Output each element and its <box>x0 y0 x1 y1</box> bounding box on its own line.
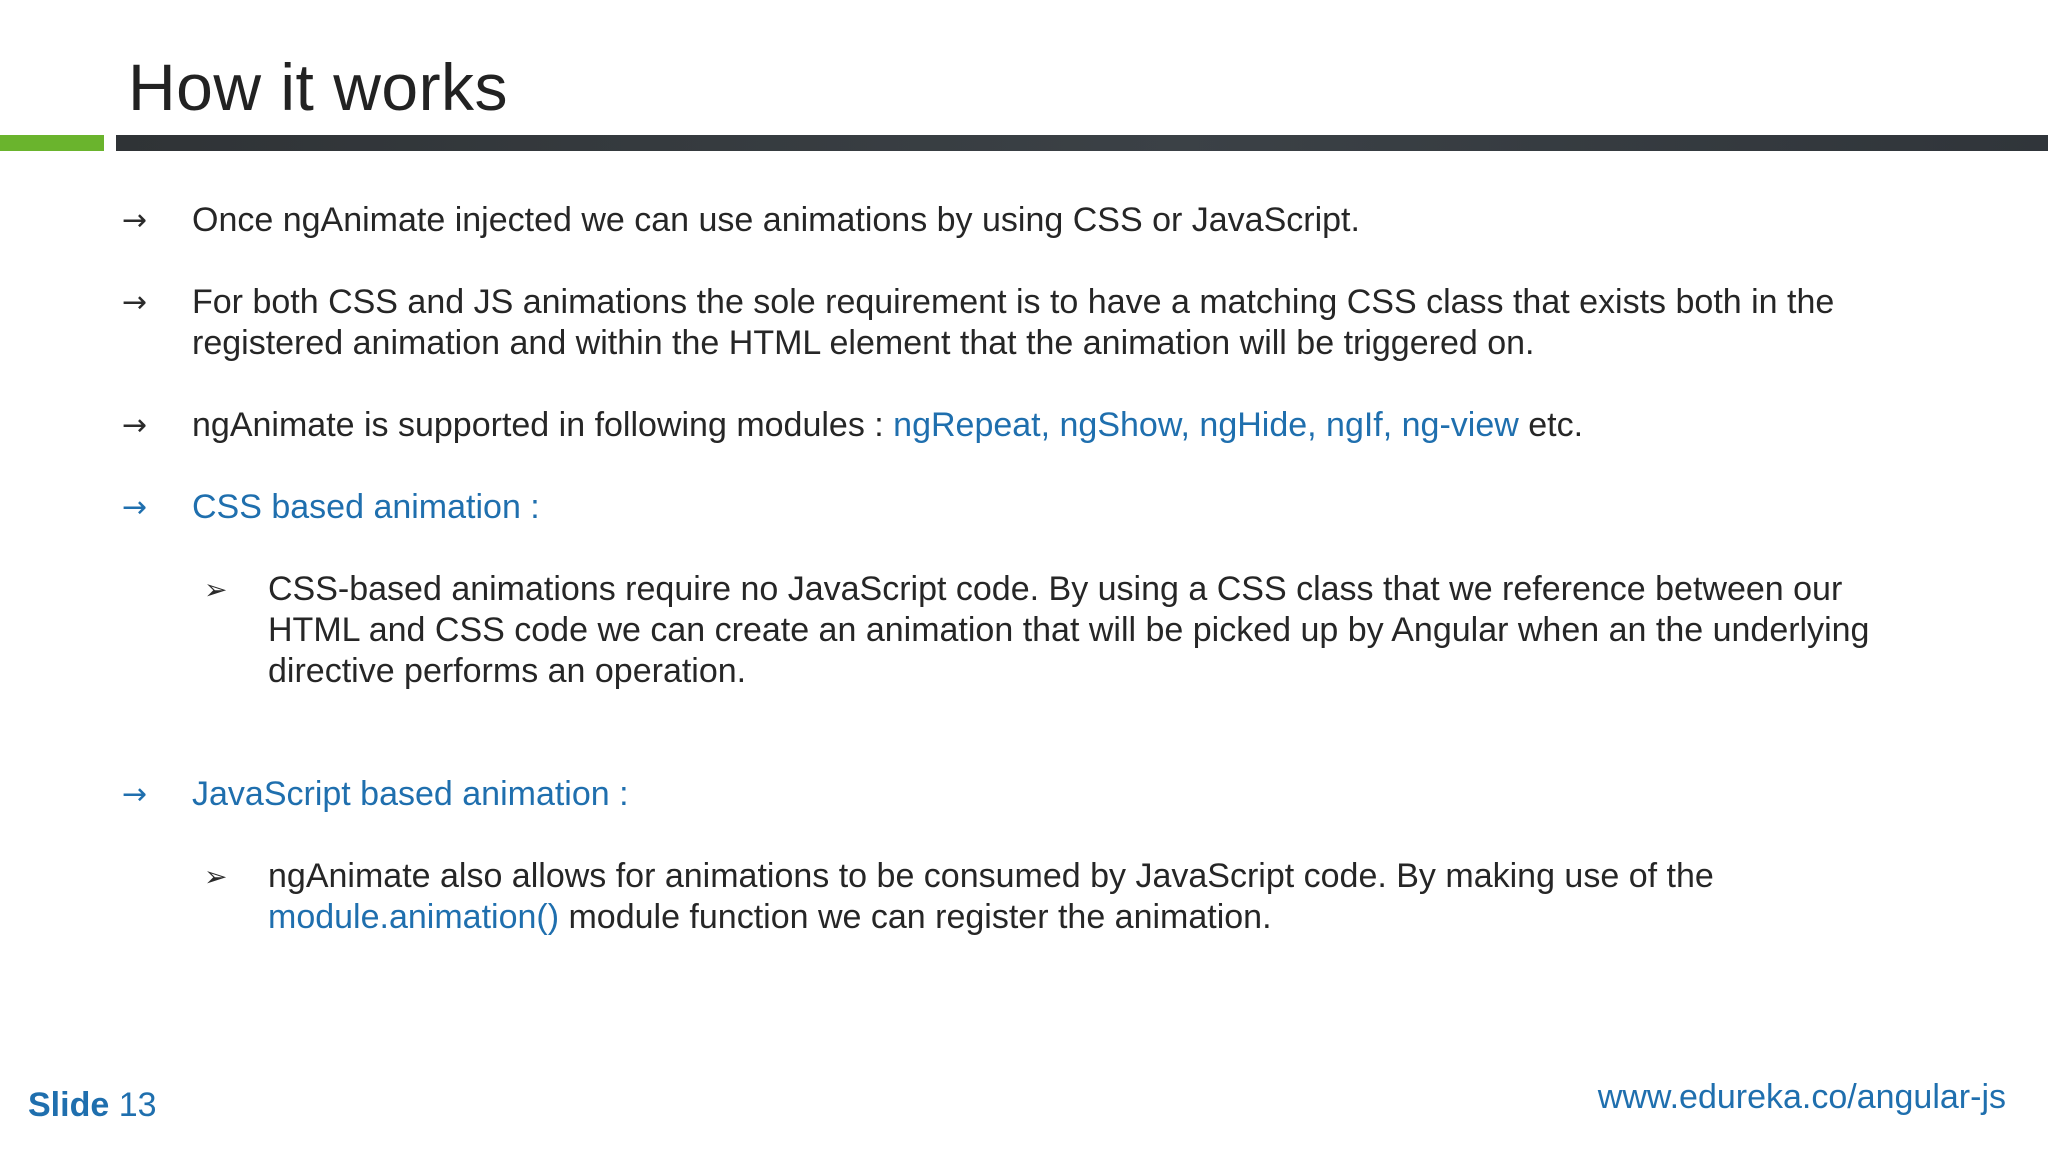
sub-bullet-css-details <box>122 569 1942 692</box>
spacer <box>122 241 1942 282</box>
slide-label: Slide <box>28 1086 110 1124</box>
spacer <box>122 364 1942 405</box>
slide-number <box>28 1086 157 1125</box>
bullet-css-js-requirement <box>122 282 1942 364</box>
bullet-text: ngAnimate is supported in following modules : <box>192 406 894 444</box>
arrow-bullet-icon: → <box>122 777 148 812</box>
arrow-bullet-icon: → <box>122 285 148 320</box>
sub-bullet-js-details <box>122 856 1942 938</box>
slide-title: How it works <box>128 50 509 124</box>
title-rule-green <box>0 135 104 151</box>
spacer <box>122 692 1942 774</box>
bullet-supported-modules <box>122 405 1942 446</box>
section-heading: JavaScript based animation : <box>192 775 629 813</box>
spacer <box>122 528 1942 569</box>
arrow-bullet-icon: → <box>122 408 148 443</box>
spacer <box>122 815 1942 856</box>
footer-url-link[interactable]: www.edureka.co/angular-js <box>1597 1078 2006 1116</box>
arrow-bullet-icon: → <box>122 203 148 238</box>
slide-number-value: 13 <box>118 1086 157 1124</box>
arrowhead-bullet-icon: ➢ <box>204 573 228 606</box>
bullet-ngAnimate-injected <box>122 200 1942 241</box>
sub-bullet-text-suffix: module function we can register the animation. <box>559 898 1272 936</box>
sub-bullet-text: CSS-based animations require no JavaScript code. By using a CSS class that we reference between our HTML and CSS code we can create an animation that will be picked up by Angular when an the underlying directive performs an operation. <box>268 570 1870 690</box>
arrow-bullet-icon: → <box>122 490 148 525</box>
bullet-text: Once ngAnimate injected we can use animations by using CSS or JavaScript. <box>192 201 1360 239</box>
slide-content <box>122 200 1942 938</box>
bullet-javascript-based-animation <box>122 774 1942 815</box>
sub-bullet-text: ngAnimate also allows for animations to be consumed by JavaScript code. By making use of the <box>268 857 1714 895</box>
bullet-text: For both CSS and JS animations the sole requirement is to have a matching CSS class that exists both in the registered animation and within the HTML element that the animation will be triggered on. <box>192 283 1835 362</box>
section-heading: CSS based animation : <box>192 488 540 526</box>
module-animation-highlight: module.animation() <box>268 898 560 936</box>
bullet-css-based-animation <box>122 487 1942 528</box>
bullet-text-suffix: etc. <box>1518 406 1584 444</box>
spacer <box>122 446 1942 487</box>
arrowhead-bullet-icon: ➢ <box>204 860 228 893</box>
title-rule-dark <box>116 135 2048 151</box>
modules-highlight: ngRepeat, ngShow, ngHide, ngIf, ng-view <box>893 406 1519 444</box>
